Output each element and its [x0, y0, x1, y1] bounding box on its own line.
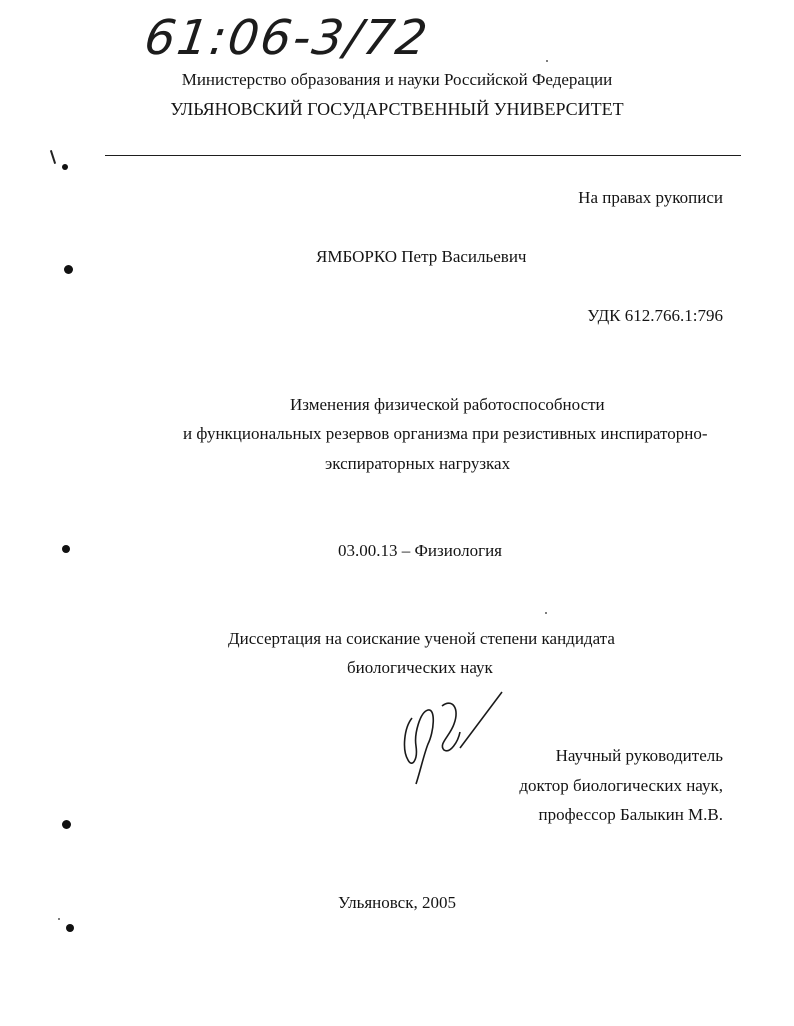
scan-hole-mark — [62, 164, 68, 170]
signature-mark — [398, 688, 508, 790]
author-name: ЯМБОРКО Петр Васильевич — [316, 247, 527, 266]
scan-hole-mark — [62, 820, 71, 829]
supervisor-role: Научный руководитель — [555, 746, 723, 765]
header-divider — [105, 155, 741, 156]
scan-hole-mark — [62, 545, 70, 553]
scan-scratch — [50, 150, 56, 164]
scan-speck — [545, 612, 547, 614]
supervisor-name: профессор Балыкин М.В. — [538, 805, 723, 824]
title-line-2: и функциональных резервов организма при резистивных инспираторно- — [183, 424, 708, 443]
scan-speck — [58, 918, 60, 920]
dissertation-line-1: Диссертация на соискание ученой степени кандидата — [228, 629, 615, 648]
university-name: УЛЬЯНОВСКИЙ ГОСУДАРСТВЕННЫЙ УНИВЕРСИТЕТ — [170, 99, 624, 119]
scan-hole-mark — [66, 924, 74, 932]
manuscript-note: На правах рукописи — [578, 188, 723, 207]
ministry-line: Министерство образования и науки Российской Федерации — [181, 70, 613, 89]
handwritten-archive-code: 61:06-3/72 — [141, 10, 433, 66]
scan-speck — [546, 60, 548, 62]
title-line-1: Изменения физической работоспособности — [290, 395, 605, 414]
dissertation-line-2: биологических наук — [347, 658, 493, 677]
supervisor-degree: доктор биологических наук, — [519, 776, 723, 795]
title-line-3: экспираторных нагрузках — [325, 454, 511, 473]
place-and-year: Ульяновск, 2005 — [337, 893, 456, 912]
udc-code: УДК 612.766.1:796 — [587, 306, 723, 325]
specialty-code: 03.00.13 – Физиология — [338, 541, 502, 560]
scan-hole-mark — [64, 265, 73, 274]
